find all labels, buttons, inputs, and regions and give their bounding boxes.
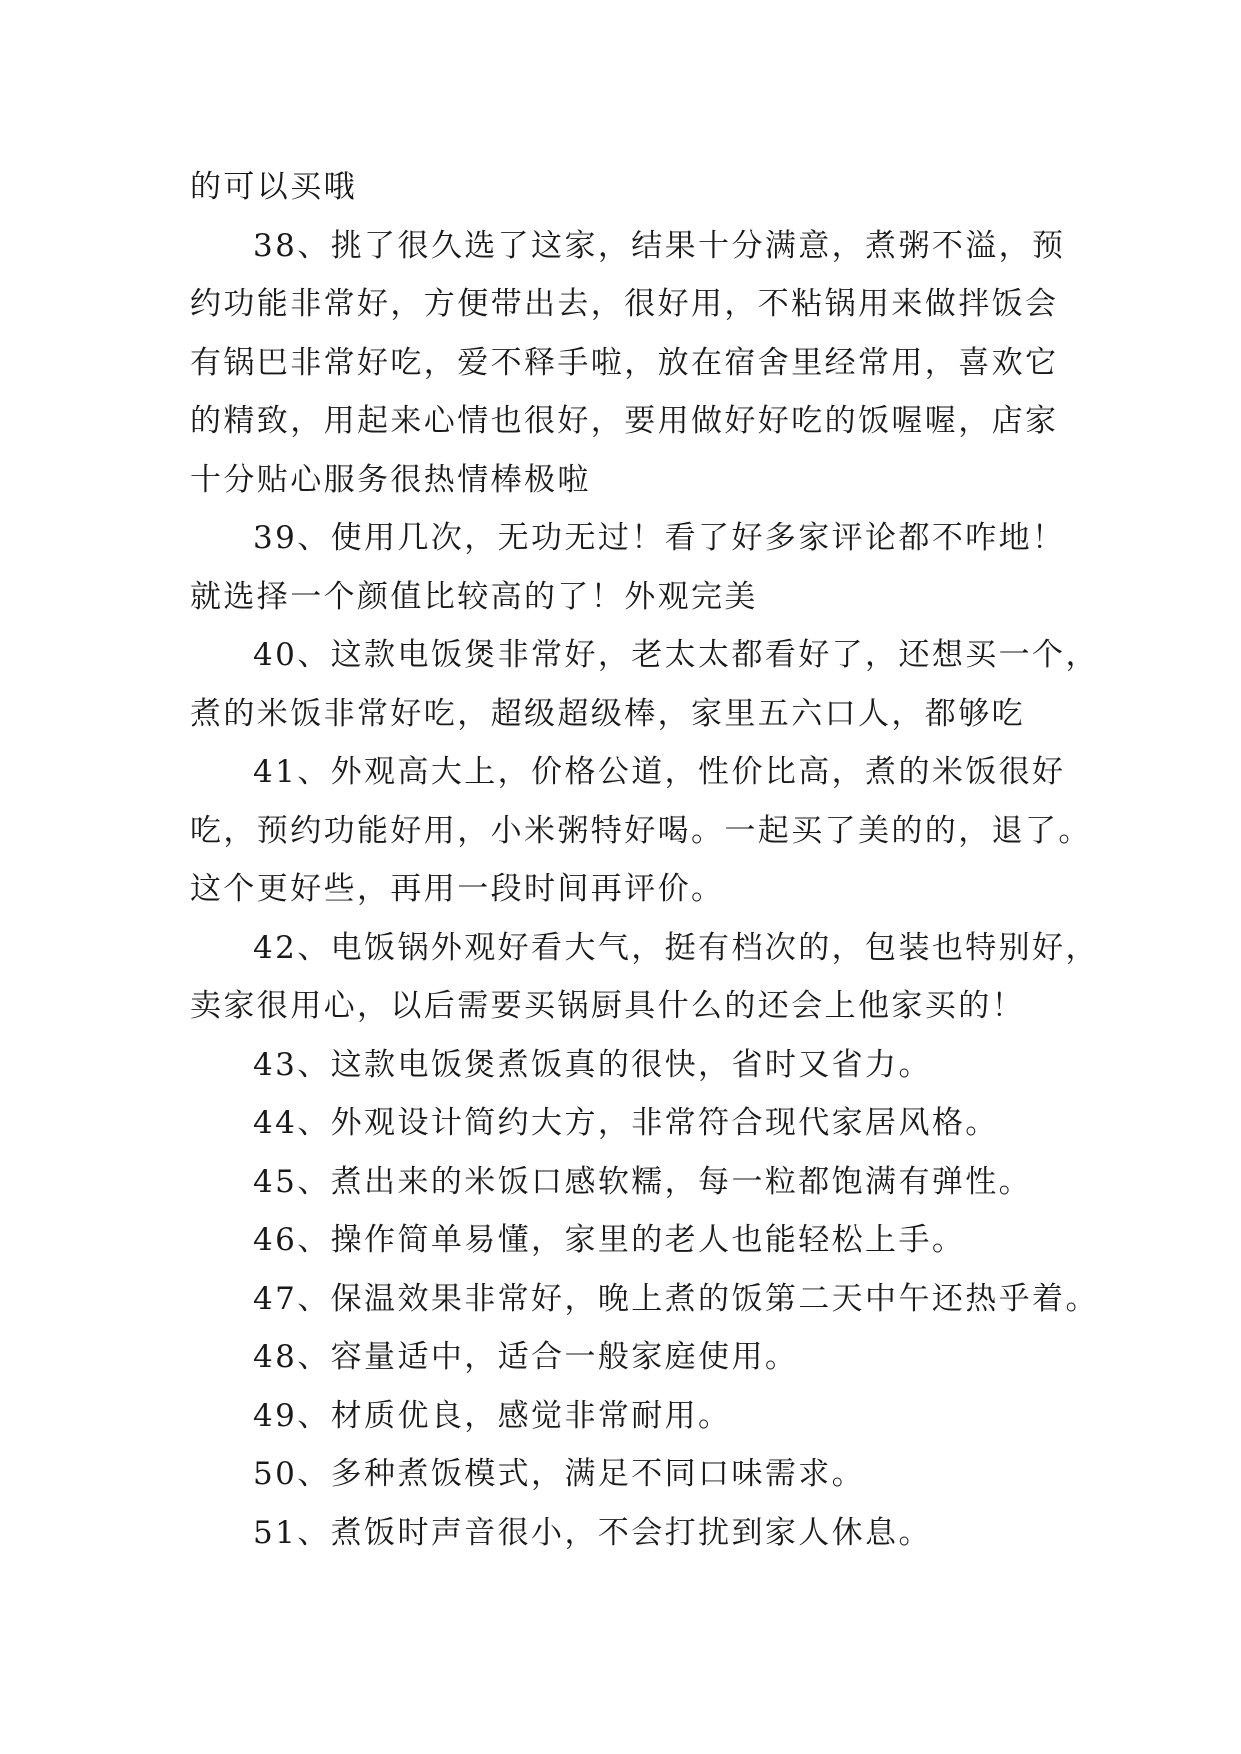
text-line: 吃，预约功能好用，小米粥特好喝。一起买了美的的，退了。: [190, 812, 1092, 849]
text-line: 44、外观设计简约大方，非常符合现代家居风格。: [253, 1105, 999, 1141]
paragraph: [190, 1328, 1070, 1387]
text-line: 42、电饭锅外观好看大气，挺有档次的，包装也特别好，: [253, 929, 1099, 966]
text-line: 38、挑了很久选了这家，结果十分满意，煮粥不溢，预: [253, 227, 1066, 264]
text-line: 卖家很用心，以后需要买锅厨具什么的还会上他家买的！: [190, 988, 1025, 1024]
document-page: [190, 158, 1099, 1562]
text-line: 41、外观高大上，价格公道，性价比高，煮的米饭很好: [253, 754, 1066, 790]
paragraph: [190, 1445, 1070, 1504]
text-line: 45、煮出来的米饭口感软糯，每一粒都饱满有弹性。: [253, 1163, 1033, 1200]
text-line: 40、这款电饭煲非常好，老太太都看好了，还想买一个，: [253, 637, 1099, 673]
text-line: 的可以买哦: [190, 169, 357, 205]
paragraph: [190, 1036, 1070, 1095]
paragraph: [190, 1270, 1099, 1329]
text-line: 46、操作简单易懂，家里的老人也能轻松上手。: [253, 1222, 966, 1258]
text-line: 十分贴心服务很热情棒极啦: [190, 461, 591, 498]
text-line: 约功能非常好，方便带出去，很好用，不粘锅用来做拌饭会: [190, 286, 1059, 322]
text-line: 43、这款电饭煲煮饭真的很快，省时又省力。: [253, 1046, 932, 1083]
text-line: 39、使用几次，无功无过！看了好多家评论都不咋地！: [253, 520, 1066, 556]
text-line: 47、保温效果非常好，晚上煮的饭第二天中午还热乎着。: [253, 1280, 1099, 1317]
paragraph: [190, 509, 1070, 626]
text-line: 这个更好些，再用一段时间再评价。: [190, 871, 725, 907]
paragraph: [190, 1153, 1070, 1212]
text-line: 48、容量适中，适合一般家庭使用。: [253, 1339, 799, 1375]
text-line: 51、煮饭时声音很小，不会打扰到家人休息。: [253, 1514, 932, 1551]
paragraph: [190, 217, 1070, 510]
text-line: 就选择一个颜值比较高的了！外观完美: [190, 578, 758, 615]
paragraph: [190, 743, 1092, 919]
text-line: 50、多种煮饭模式，满足不同口味需求。: [253, 1456, 866, 1492]
paragraph: [190, 919, 1099, 1036]
text-line: 49、材质优良，感觉非常耐用。: [253, 1397, 732, 1434]
paragraph: [190, 626, 1099, 743]
paragraph: [190, 1211, 1070, 1270]
paragraph: [190, 1094, 1070, 1153]
text-line: 有锅巴非常好吃，爱不释手啦，放在宿舍里经常用，喜欢它: [190, 344, 1059, 381]
text-line: 的精致，用起来心情也很好，要用做好好吃的饭喔喔，店家: [190, 403, 1059, 439]
paragraph: [190, 1504, 1070, 1563]
paragraph: [190, 1387, 1070, 1446]
text-line: 煮的米饭非常好吃，超级超级棒，家里五六口人，都够吃: [190, 695, 1025, 732]
paragraph: [190, 158, 1070, 217]
